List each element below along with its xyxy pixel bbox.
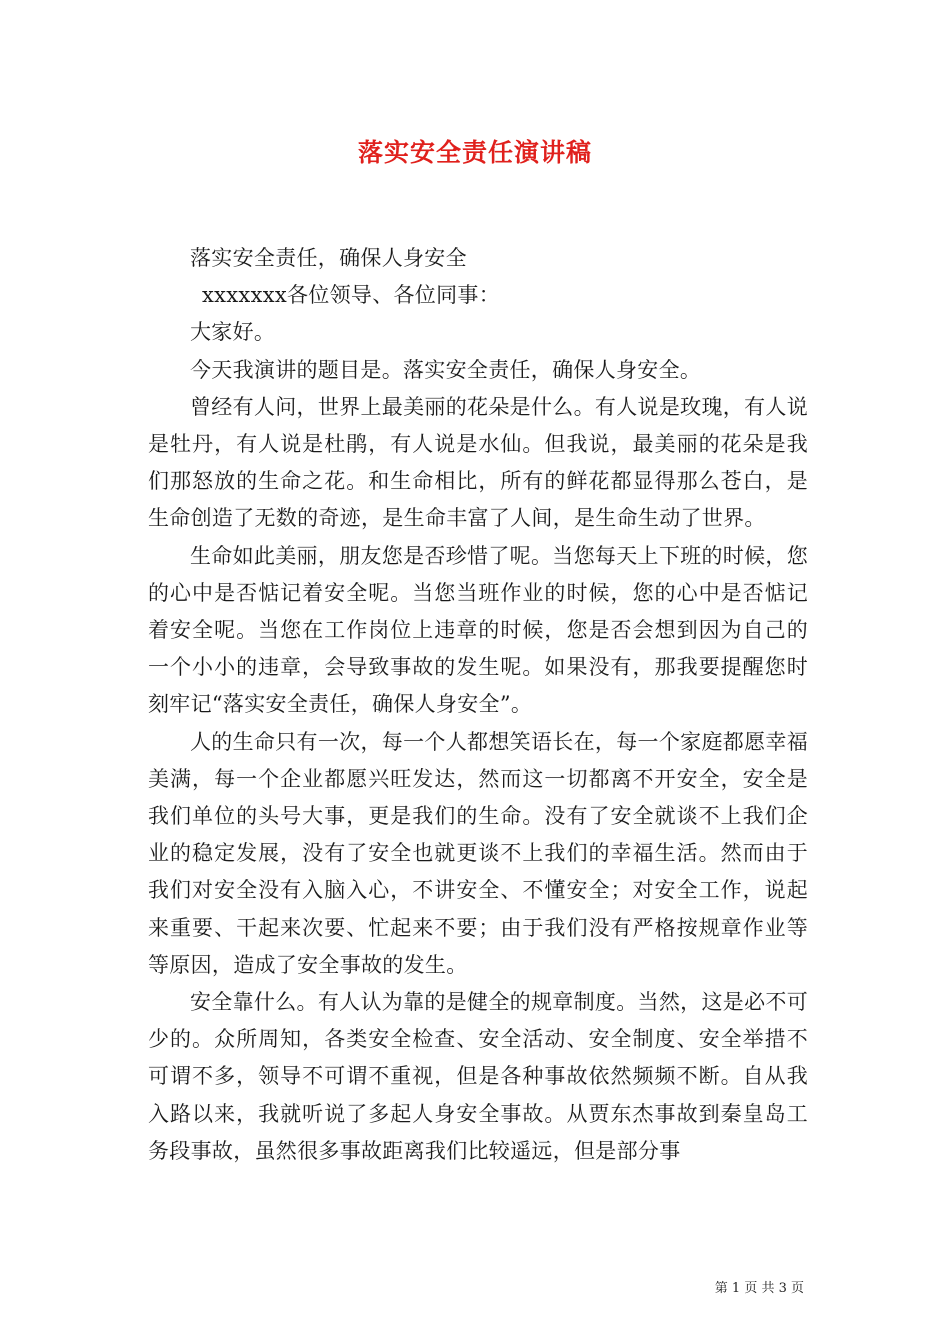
paragraph-body: 生命如此美丽，朋友您是否珍惜了呢。当您每天上下班的时候，您的心中是否惦记着安全呢。当您当班作业的时候，您的心中是否惦记着安全呢。当您在工作岗位上违章的时候，您是否会想到因为自己的一个小小的违章，会导致事故的发生呢。如果没有，那我要提醒您时刻牢记“落实安全责任，确保人身安全”。 [148, 543, 808, 717]
page-number-footer: 第 1 页 共 3 页 [714, 1281, 804, 1296]
paragraph-subtitle: 落实安全责任，确保人身安全 [190, 246, 467, 270]
document-title: 落实安全责任演讲稿 [357, 138, 592, 167]
document-body [148, 240, 808, 1170]
paragraph-body: 曾经有人问，世界上最美丽的花朵是什么。有人说是玫瑰，有人说是牡丹，有人说是杜鹃，有人说是水仙。但我说，最美丽的花朵是我们那怒放的生命之花。和生命相比，所有的鲜花都显得那么苍白，是生命创造了无数的奇迹，是生命丰富了人间，是生命生动了世界。 [148, 394, 808, 531]
paragraph-body: 人的生命只有一次，每一个人都想笑语长在，每一个家庭都愿幸福美满，每一个企业都愿兴旺发达，然而这一切都离不开安全，安全是我们单位的头号大事，更是我们的生命。没有了安全就谈不上我们企业的稳定发展，没有了安全也就更谈不上我们的幸福生活。然而由于我们对安全没有入脑入心，不讲安全、不懂安全；对安全工作，说起来重要、干起来次要、忙起来不要；由于我们没有严格按规章作业等等原因，造成了安全事故的发生。 [148, 729, 808, 977]
paragraph-body: 安全靠什么。有人认为靠的是健全的规章制度。当然，这是必不可少的。众所周知，各类安全检查、安全活动、安全制度、安全举措不可谓不多，领导不可谓不重视，但是各种事故依然频频不断。自从我入路以来，我就听说了多起人身安全事故。从贾东杰事故到秦皇岛工务段事故，虽然很多事故距离我们比较遥远，但是部分事 [148, 990, 808, 1163]
paragraph-topic: 今天我演讲的题目是。落实安全责任，确保人身安全。 [190, 357, 702, 382]
paragraph-salutation: xxxxxxx各位领导、各位同事： [202, 283, 501, 308]
paragraph-greeting: 大家好。 [190, 320, 276, 345]
